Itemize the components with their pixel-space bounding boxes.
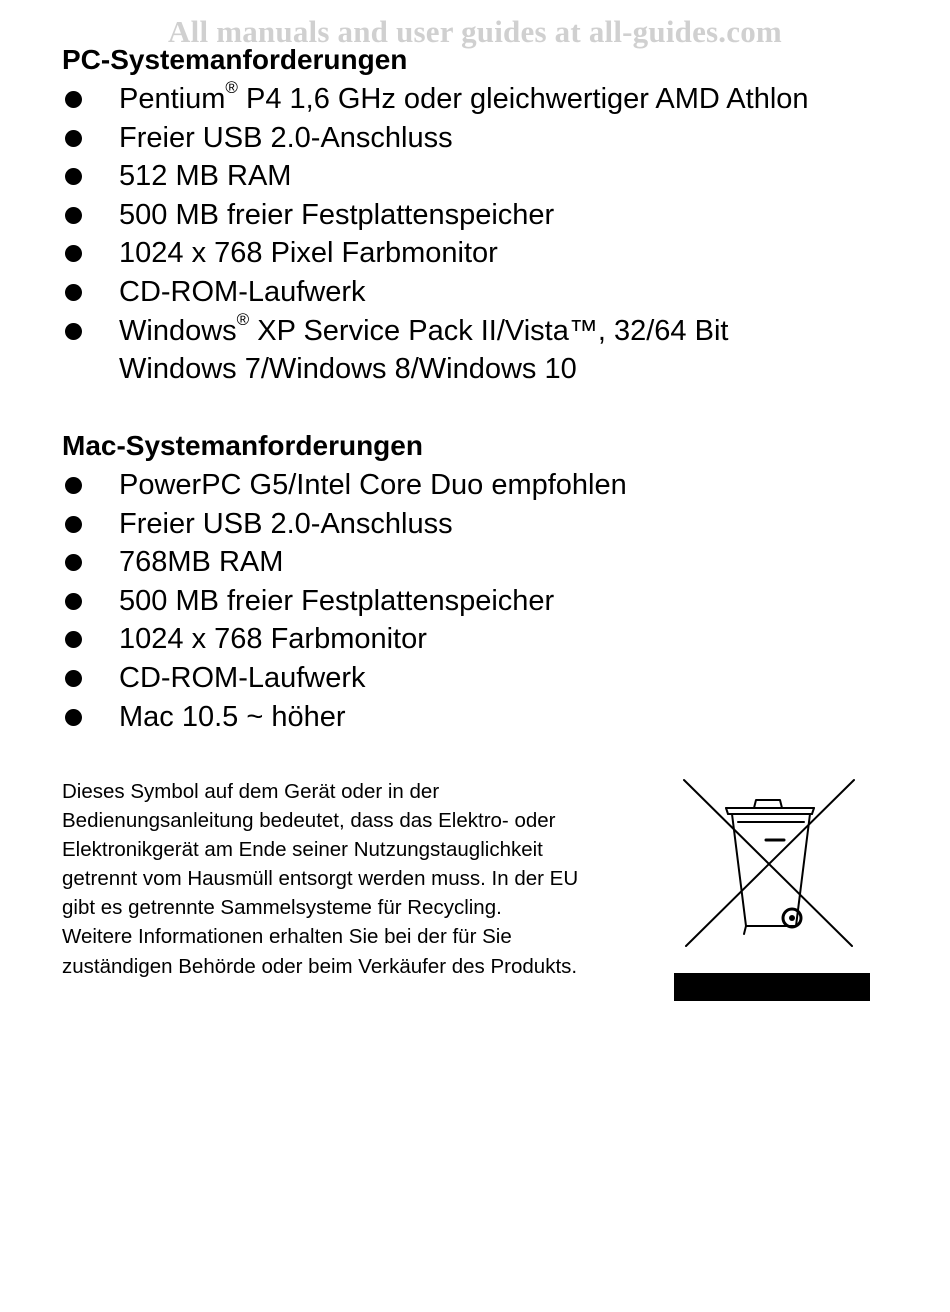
bullet-icon <box>65 323 82 340</box>
pc-item-7-line-1 <box>119 309 902 351</box>
pc-item-4: 500 MB freier Festplattenspeicher <box>119 198 555 231</box>
disposal-line-4: getrennt vom Hausmüll entsorgt werden muss. In der EU <box>62 867 579 891</box>
pc-item-1-post: P4 1,6 GHz oder gleichwertiger AMD Athlon <box>237 83 809 115</box>
mac-requirements-list <box>62 466 902 736</box>
pc-item-5: 1024 x 768 Pixel Farbmonitor <box>119 237 498 270</box>
pc-item-6: CD-ROM-Laufwerk <box>119 275 366 308</box>
bullet-icon <box>65 593 82 610</box>
list-item <box>62 119 902 158</box>
mac-item-6: CD-ROM-Laufwerk <box>119 661 366 694</box>
list-item <box>62 620 902 659</box>
pc-requirements-list <box>62 80 902 389</box>
bullet-icon <box>65 168 82 185</box>
pc-item-7-pre: Windows <box>119 314 237 347</box>
bullet-icon <box>65 207 82 224</box>
disposal-line-1: Dieses Symbol auf dem Gerät oder in der <box>62 780 440 803</box>
list-item <box>62 543 902 582</box>
bullet-icon <box>65 477 82 494</box>
pc-item-2: Freier USB 2.0-Anschluss <box>119 121 453 154</box>
mac-requirements-heading: Mac-Systemanforderungen <box>62 430 423 461</box>
disposal-notice <box>62 777 652 981</box>
list-item <box>62 157 902 196</box>
bullet-icon <box>65 130 82 147</box>
disposal-line-3: Elektronikgerät am Ende seiner Nutzungstauglichkeit <box>62 838 543 862</box>
bullet-icon <box>65 284 82 301</box>
mac-item-3: 768MB RAM <box>119 546 284 579</box>
bullet-icon <box>65 709 82 726</box>
list-item <box>62 234 902 273</box>
mac-item-5: 1024 x 768 Farbmonitor <box>119 623 427 656</box>
bullet-icon <box>65 91 82 108</box>
mac-requirements-section <box>62 428 902 736</box>
list-item <box>62 80 902 119</box>
mac-item-1: PowerPC G5/Intel Core Duo empfohlen <box>119 469 627 501</box>
pc-item-3: 512 MB RAM <box>119 160 292 193</box>
list-item <box>62 659 902 698</box>
bullet-icon <box>65 516 82 533</box>
list-item <box>62 466 902 505</box>
bullet-icon <box>65 670 82 687</box>
list-item <box>62 582 902 621</box>
mac-item-7: Mac 10.5 ~ höher <box>119 700 346 733</box>
registered-mark: ® <box>225 78 238 98</box>
disposal-line-7: zuständigen Behörde oder beim Verkäufer des Produkts. <box>62 954 578 978</box>
pc-item-7-line-2: Windows 7/Windows 8/Windows 10 <box>119 353 577 386</box>
watermark-text: All manuals and user guides at all-guides.com <box>168 14 782 49</box>
bullet-icon <box>65 631 82 648</box>
registered-mark: ® <box>236 309 250 329</box>
crossed-out-wheelie-bin-icon <box>674 778 870 1002</box>
pc-requirements-heading: PC-Systemanforderungen <box>62 44 408 75</box>
pc-item-7-post: XP Service Pack II/Vista™, 32/64 Bit <box>249 314 729 347</box>
mac-item-2: Freier USB 2.0-Anschluss <box>119 507 453 540</box>
disposal-line-6: Weitere Informationen erhalten Sie bei der für Sie <box>62 925 512 949</box>
disposal-line-2: Bedienungsanleitung bedeutet, dass das Elektro- oder <box>62 809 556 833</box>
list-item <box>62 309 902 389</box>
bullet-icon <box>65 245 82 262</box>
list-item <box>62 505 902 544</box>
disposal-line-5: gibt es getrennte Sammelsysteme für Recycling. <box>62 896 502 920</box>
pc-requirements-section <box>62 42 902 389</box>
bullet-icon <box>65 554 82 571</box>
pc-item-1-pre: Pentium <box>119 83 226 115</box>
list-item <box>62 698 902 737</box>
list-item <box>62 196 902 235</box>
list-item <box>62 273 902 312</box>
mac-item-4: 500 MB freier Festplattenspeicher <box>119 584 555 617</box>
